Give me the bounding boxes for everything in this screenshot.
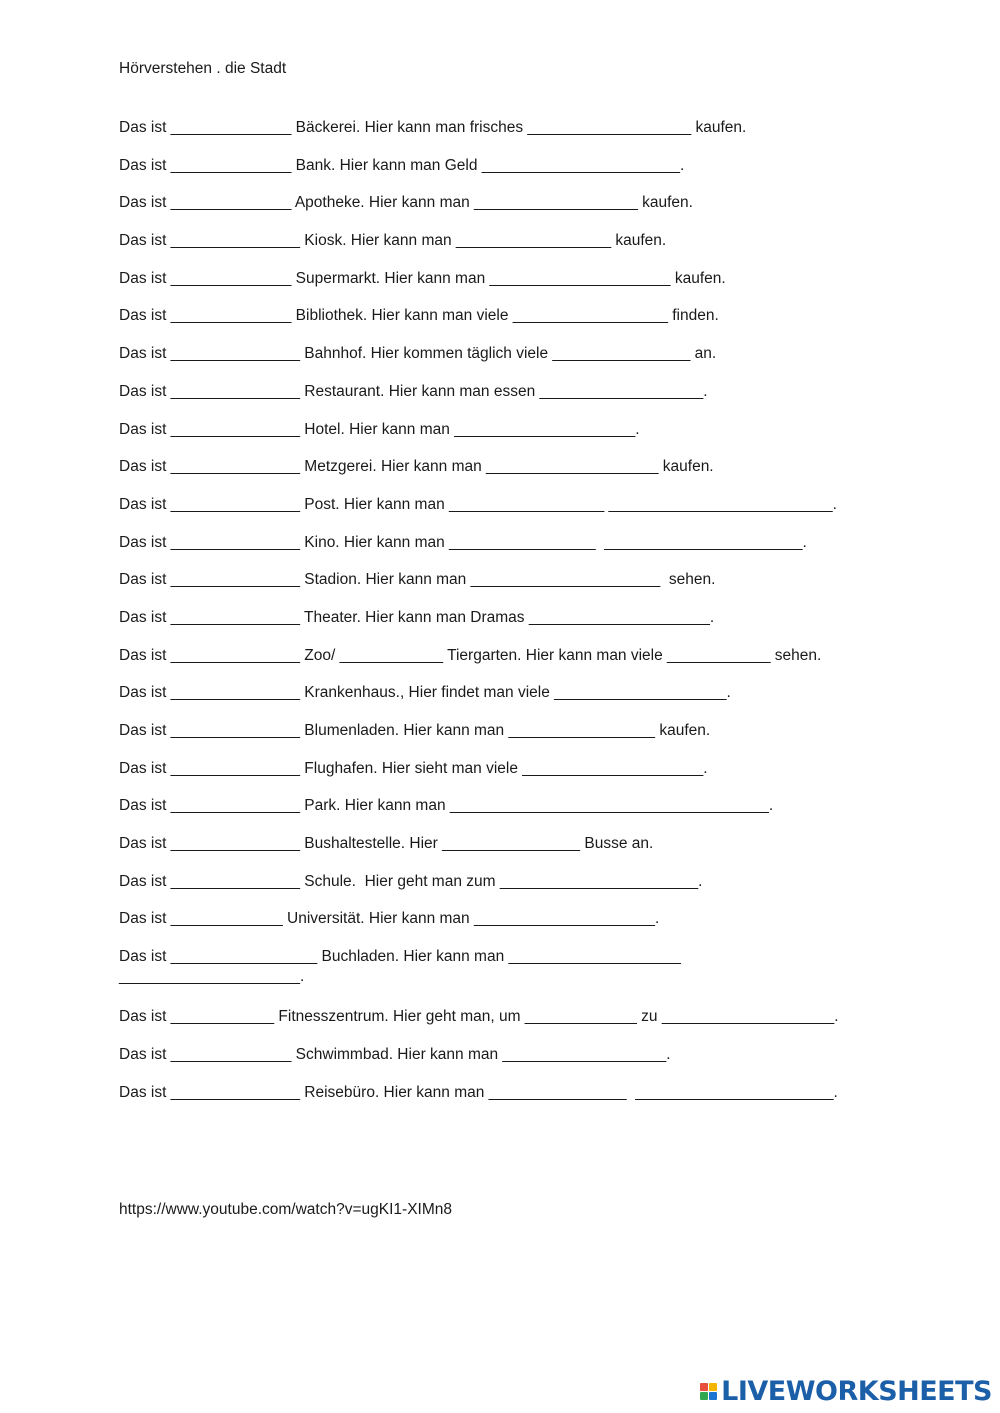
video-link[interactable]: https://www.youtube.com/watch?v=ugKI1-XIMn8 xyxy=(119,1201,452,1218)
page-title: Hörverstehen . die Stadt xyxy=(119,60,287,77)
logo-square-yellow xyxy=(709,1383,717,1391)
exercise-line: Das ist _______________ Kino. Hier kann man _________________ _______________________. xyxy=(119,533,807,551)
exercise-line: Das ist ______________ Bibliothek. Hier kann man viele __________________ finden. xyxy=(119,307,719,325)
exercise-line: Das ist _______________ Stadion. Hier kann man ______________________ sehen. xyxy=(119,571,716,589)
logo-grid-icon xyxy=(700,1383,717,1400)
exercise-line: Das ist _______________ Krankenhaus., Hier findet man viele ____________________. xyxy=(119,684,731,702)
exercise-line: Das ist ______________ Schwimmbad. Hier kann man ___________________. xyxy=(119,1045,671,1063)
exercise-line: Das ist _______________ Bushaltestelle. Hier ________________ Busse an. xyxy=(119,835,654,853)
exercise-line: Das ist _______________ Blumenladen. Hier kann man _________________ kaufen. xyxy=(119,722,711,739)
exercise-line: Das ist _______________ Metzgerei. Hier kann man ____________________ kaufen. xyxy=(119,458,714,476)
exercise-line: Das ist _______________ Post. Hier kann man __________________ __________________________. xyxy=(119,495,837,513)
logo-square-blue xyxy=(709,1392,717,1400)
exercise-line: Das ist _______________ Bahnhof. Hier kommen täglich viele ________________ an. xyxy=(119,345,717,363)
logo-square-red xyxy=(700,1383,708,1391)
brand-text: LIVEWORKSHEETS xyxy=(721,1376,992,1407)
liveworksheets-logo xyxy=(700,1376,992,1407)
exercise-line: Das ist ______________ Supermarkt. Hier kann man _____________________ kaufen. xyxy=(119,269,726,287)
exercise-line: Das ist _____________ Universität. Hier kann man _____________________. xyxy=(119,910,660,928)
exercise-line: Das ist _______________ Reisebüro. Hier kann man ________________ _______________________. xyxy=(119,1083,838,1101)
exercise-lines xyxy=(119,118,919,1120)
exercise-line: Das ist _________________ Buchladen. Hier kann man ____________________ _____________________. xyxy=(119,948,681,986)
exercise-line: Das ist _______________ Kiosk. Hier kann man __________________ kaufen. xyxy=(119,232,667,250)
logo-square-green xyxy=(700,1392,708,1400)
exercise-line: Das ist _______________ Flughafen. Hier sieht man viele _____________________. xyxy=(119,759,708,777)
exercise-line: Das ist ____________ Fitnesszentrum. Hier geht man, um _____________ zu ____________________. xyxy=(119,1008,839,1026)
exercise-line: Das ist _______________ Park. Hier kann man _____________________________________. xyxy=(119,797,774,815)
exercise-line: Das ist _______________ Zoo/ ____________ Tiergarten. Hier kann man viele ____________ sehen. xyxy=(119,646,822,664)
exercise-line: Das ist _______________ Restaurant. Hier kann man essen ___________________. xyxy=(119,382,708,400)
exercise-line: Das ist ______________ Bäckerei. Hier kann man frisches ___________________ kaufen. xyxy=(119,119,747,136)
exercise-line: Das ist ______________ Bank. Hier kann man Geld _______________________. xyxy=(119,156,685,174)
exercise-line: Das ist _______________ Schule. Hier geht man zum _______________________. xyxy=(119,872,703,890)
exercise-line: Das ist ______________ Apotheke. Hier kann man ___________________ kaufen. xyxy=(119,194,693,212)
exercise-line: Das ist _______________ Hotel. Hier kann man _____________________. xyxy=(119,420,640,438)
exercise-line: Das ist _______________ Theater. Hier kann man Dramas _____________________. xyxy=(119,608,715,626)
